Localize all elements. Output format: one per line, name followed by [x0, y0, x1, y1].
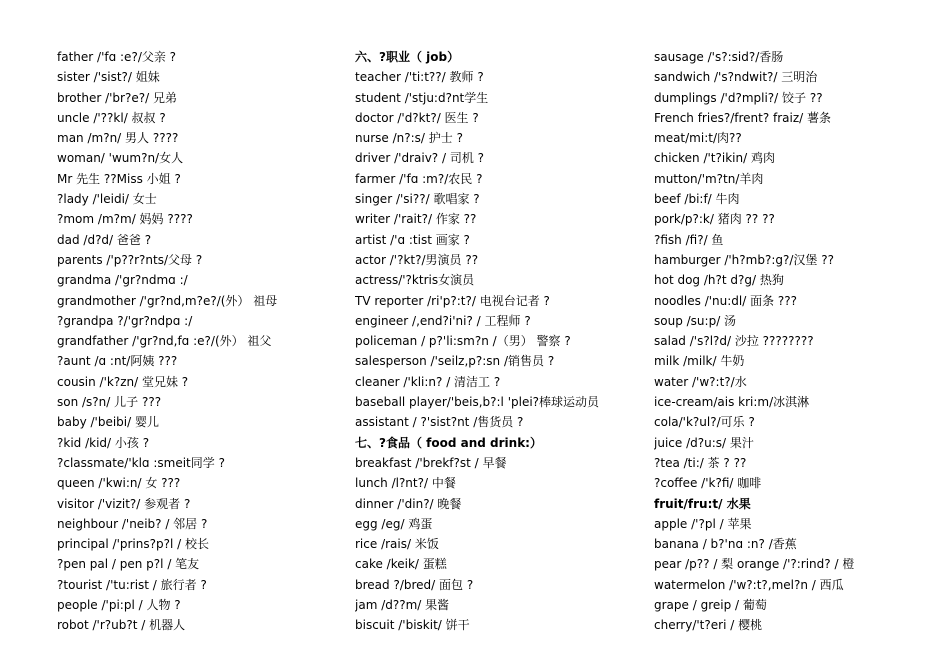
column-2 — [355, 47, 645, 636]
vocab-line: banana / b?'nɑ :n? /香蕉 — [654, 537, 797, 552]
vocab-line: actress/'?ktris女演员 — [355, 273, 475, 288]
vocab-line: cola/'k?ul?/可乐 ? — [654, 415, 755, 430]
vocab-line: cleaner /'kli:n? / 清洁工 ? — [355, 374, 501, 389]
vocab-line: engineer /,end?i'ni? / 工程师 ? — [355, 313, 531, 328]
vocab-line: water /'w?:t?/水 — [654, 374, 747, 389]
vocab-line: milk /milk/ 牛奶 — [654, 354, 745, 369]
vocab-line: pear /p?? / 梨 orange /'?:rind? / 橙 — [654, 557, 855, 572]
vocab-line: sandwich /'s?ndwit?/ 三明治 — [654, 70, 818, 85]
vocab-line: ?mom /m?m/ 妈妈 ???? — [57, 212, 193, 227]
vocab-line: 七、?食品（ food and drink:） — [355, 435, 542, 450]
vocab-line: dad /d?d/ 爸爸 ? — [57, 232, 152, 247]
vocab-line: meat/mi:t/肉?? — [654, 131, 742, 146]
vocab-line: ?coffee /'k?fi/ 咖啡 — [654, 476, 762, 491]
vocab-line: grape / greip / 葡萄 — [654, 598, 767, 613]
vocab-line: ?pen pal / pen p?l / 笔友 — [57, 557, 200, 572]
vocab-line: 六、?职业（ job） — [355, 50, 460, 64]
vocab-line: fruit/fru:t/ 水果 — [654, 496, 751, 511]
vocab-line: artist /'ɑ :tist 画家 ? — [355, 232, 470, 247]
vocab-line: juice /d?u:s/ 果汁 — [654, 435, 754, 450]
vocab-line: ice-cream/ais kri:m/冰淇淋 — [654, 395, 810, 410]
vocab-line: queen /'kwi:n/ 女 ??? — [57, 476, 181, 491]
vocab-line: noodles /'nu:dl/ 面条 ??? — [654, 293, 798, 308]
vocab-line: biscuit /'biskit/ 饼干 — [355, 618, 470, 633]
vocab-line: dumplings /'d?mpli?/ 饺子 ?? — [654, 90, 823, 105]
vocab-line: TV reporter /ri'p?:t?/ 电视台记者 ? — [355, 293, 550, 308]
vocab-line: people /'pi:pl / 人物 ? — [57, 598, 181, 613]
vocab-line: mutton/'m?tn/羊肉 — [654, 171, 764, 186]
vocab-line: grandma /'gr?ndmɑ :/ — [57, 273, 188, 288]
vocab-line: ?grandpa ?/'gr?ndpɑ :/ — [57, 313, 193, 328]
vocab-line: sister /'sist?/ 姐妹 — [57, 70, 160, 85]
vocab-line: grandfather /'gr?nd,fɑ :e?/(外） 祖父 — [57, 334, 272, 349]
column-1 — [57, 47, 347, 636]
vocab-line: baseball player/'beis,b?:l 'plei?棒球运动员 — [355, 395, 600, 410]
vocab-line: father /'fɑ :e?/父亲 ? — [57, 50, 177, 64]
vocab-line: uncle /'??kl/ 叔叔 ? — [57, 110, 166, 125]
vocab-line: watermelon /'w?:t?,mel?n / 西瓜 — [654, 577, 844, 592]
vocab-line: salesperson /'seilz,p?:sn /销售员 ? — [355, 354, 555, 369]
vocab-line: farmer /'fɑ :m?/农民 ? — [355, 171, 483, 186]
vocab-line: cherry/'t?eri / 樱桃 — [654, 618, 763, 633]
vocab-line: neighbour /'neib? / 邻居 ? — [57, 516, 208, 531]
vocab-line: ?tea /ti:/ 茶 ? ?? — [654, 455, 747, 470]
vocab-line: apple /'?pl / 苹果 — [654, 516, 752, 531]
vocab-line: man /m?n/ 男人 ???? — [57, 131, 179, 146]
vocab-line: sausage /'s?:sid?/香肠 — [654, 50, 784, 64]
vocab-line: cousin /'k?zn/ 堂兄妹 ? — [57, 374, 189, 389]
vocab-line: ?fish /fi?/ 鱼 — [654, 232, 724, 247]
vocab-line: egg /eg/ 鸡蛋 — [355, 516, 433, 531]
vocab-line: ?tourist /'tu:rist / 旅行者 ? — [57, 577, 207, 592]
vocab-line: hot dog /h?t d?g/ 热狗 — [654, 273, 784, 288]
vocab-line: visitor /'vizit?/ 参观者 ? — [57, 496, 191, 511]
vocab-line: policeman / p?'li:sm?n /（男） 警察 ? — [355, 334, 571, 349]
vocab-line: rice /rais/ 米饭 — [355, 537, 439, 552]
vocab-line: singer /'si??/ 歌唱家 ? — [355, 192, 480, 207]
vocab-line: baby /'beibi/ 婴儿 — [57, 415, 159, 430]
vocab-line: hamburger /'h?mb?:g?/汉堡 ?? — [654, 252, 834, 267]
vocab-line: doctor /'d?kt?/ 医生 ? — [355, 110, 479, 125]
vocab-line: driver /'draiv? / 司机 ? — [355, 151, 485, 166]
vocab-line: parents /'p??r?nts/父母 ? — [57, 252, 203, 267]
vocab-line: bread ?/bred/ 面包 ? — [355, 577, 474, 592]
vocab-line: Mr 先生 ??Miss 小姐 ? — [57, 171, 181, 186]
vocab-line: principal /'prins?p?l / 校长 — [57, 537, 209, 552]
vocab-line: beef /bi:f/ 牛肉 — [654, 192, 740, 207]
vocab-line: teacher /'ti:t??/ 教师 ? — [355, 70, 484, 85]
vocab-line: dinner /'din?/ 晚餐 — [355, 496, 462, 511]
vocab-line: ?aunt /ɑ :nt/阿姨 ??? — [57, 354, 178, 369]
vocab-line: brother /'br?e?/ 兄弟 — [57, 90, 177, 105]
vocab-line: robot /'r?ub?t / 机器人 — [57, 618, 186, 633]
vocab-line: breakfast /'brekf?st / 早餐 — [355, 455, 507, 470]
vocab-line: pork/p?:k/ 猪肉 ?? ?? — [654, 212, 775, 227]
vocab-line: ?kid /kid/ 小孩 ? — [57, 435, 150, 450]
vocab-line: writer /'rait?/ 作家 ?? — [355, 212, 477, 227]
vocab-line: soup /su:p/ 汤 — [654, 313, 737, 328]
vocab-line: French fries?/frent? fraiz/ 薯条 — [654, 110, 832, 125]
vocab-line: assistant / ?'sist?nt /售货员 ? — [355, 415, 524, 430]
vocab-line: jam /d??m/ 果酱 — [355, 598, 450, 613]
vocab-line: actor /'?kt?/男演员 ?? — [355, 252, 479, 267]
vocab-line: lunch /l?nt?/ 中餐 — [355, 476, 456, 491]
vocab-line: student /'stju:d?nt学生 — [355, 90, 489, 105]
vocab-line: cake /keik/ 蛋糕 — [355, 557, 447, 572]
vocab-line: son /s?n/ 儿子 ??? — [57, 395, 162, 410]
vocab-line: ?lady /'leidi/ 女士 — [57, 192, 157, 207]
vocab-line: grandmother /'gr?nd,m?e?/(外） 祖母 — [57, 293, 278, 308]
vocab-line: woman/ 'wum?n/女人 — [57, 151, 184, 166]
vocab-line: nurse /n?:s/ 护士 ? — [355, 131, 463, 146]
vocab-line: ?classmate/'klɑ :smeit同学 ? — [57, 455, 225, 470]
column-3 — [654, 47, 944, 636]
vocab-line: chicken /'t?ikin/ 鸡肉 — [654, 151, 775, 166]
vocab-line: salad /'s?l?d/ 沙拉 ???????? — [654, 334, 814, 349]
